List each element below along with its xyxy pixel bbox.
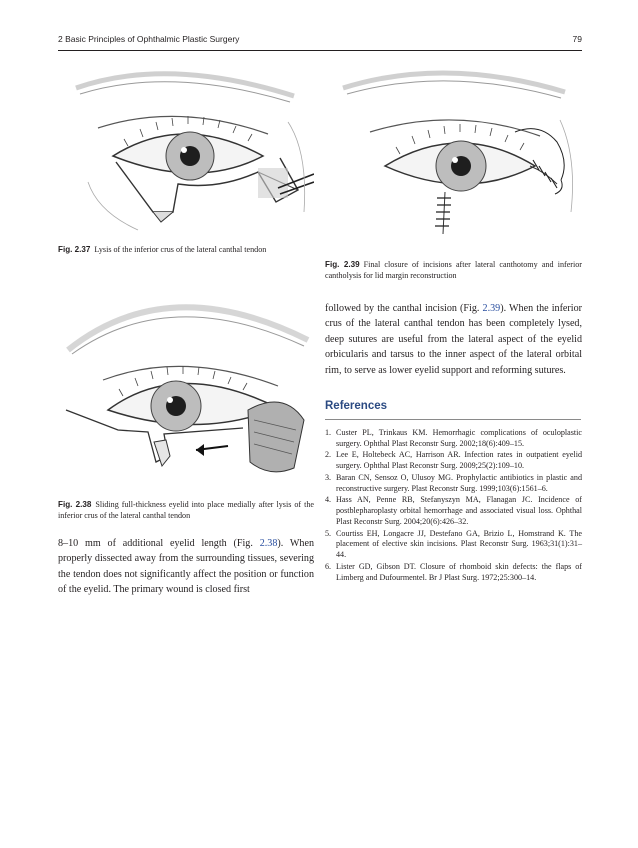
body-text-fragment: ). When properly dissected away from the surrounding tissues, severing the tendon does not significantly affect the position or function of the eyelid. The primary wound is closed first xyxy=(58,538,315,596)
figure-2-39-label: Fig. 2.39 xyxy=(325,260,360,269)
reference-item xyxy=(325,529,582,562)
eye-closure-drawing xyxy=(325,62,582,234)
reference-item xyxy=(325,428,582,450)
figure-2-37-text: Lysis of the inferior crus of the lateral canthal tendon xyxy=(94,245,267,254)
reference-number: 4. xyxy=(325,495,332,505)
references-heading: References xyxy=(325,400,388,412)
chapter-title: 2 Basic Principles of Ophthalmic Plastic Surgery xyxy=(58,34,240,44)
reference-number: 5. xyxy=(325,528,332,538)
body-paragraph-left xyxy=(58,536,314,598)
references-rule xyxy=(325,419,581,420)
reference-text: Hass AN, Penne RB, Stefanyszyn MA, Flanagan JC. Incidence of postblepharoplasty orbital hemorrhage and associated visual loss. Ophthal Plast Reconstr Surg. 2004;20(6):426–32. xyxy=(336,495,582,527)
reference-text: Baran CN, Sensoz O, Ulusoy MG. Prophylactic antibiotics in plastic and reconstructive surgery. Plast Reconstr Surg. 1999;103(6):1561–6. xyxy=(336,472,582,493)
reference-item xyxy=(325,450,582,472)
figure-2-37-caption xyxy=(58,244,314,255)
figure-2-38-label: Fig. 2.38 xyxy=(58,500,92,509)
figure-2-38-caption xyxy=(58,499,314,521)
figure-2-38-text: Sliding full-thickness eyelid into place medially after lysis of the inferior crus of the lateral canthal tendon xyxy=(58,500,315,520)
reference-text: Courtiss EH, Longacre JJ, Destefano GA, Brizio L, Homstrand K. The placement of elective skin incisions. Plast Reconstr Surg. 1963;31(1):31–44. xyxy=(336,528,582,560)
figure-2-39-caption xyxy=(325,259,582,281)
reference-number: 1. xyxy=(325,428,332,437)
reference-item xyxy=(325,473,582,495)
reference-text: Lee E, Holtebeck AC, Harrison AR. Infection rates in outpatient eyelid surgery. Ophthal Plast Reconstr Surg. 2009;25(2):109–10. xyxy=(336,450,582,471)
reference-number: 2. xyxy=(325,450,332,460)
figure-reference-link[interactable]: 2.38 xyxy=(259,538,278,549)
reference-text: Lister GD, Gibson DT. Closure of rhomboid skin defects: the flaps of Limberg and Dufourmentel. Br J Plast Surg. 1972;25:300–14. xyxy=(336,561,582,582)
figure-2-37-label: Fig. 2.37 xyxy=(58,245,91,254)
eye-sliding-lid-drawing xyxy=(58,280,314,490)
figure-2-39-illustration xyxy=(325,62,582,234)
body-paragraph-right xyxy=(325,301,582,378)
reference-number: 3. xyxy=(325,472,332,482)
page-number: 79 xyxy=(572,34,582,44)
figure-reference-link[interactable]: 2.39 xyxy=(482,303,501,314)
header-rule xyxy=(58,50,582,51)
body-text-fragment: 8–10 mm of additional eyelid length (Fig. xyxy=(58,538,260,549)
body-text-fragment: followed by the canthal incision (Fig. xyxy=(325,303,483,314)
figure-2-38-illustration xyxy=(58,280,314,490)
reference-number: 6. xyxy=(325,561,332,571)
reference-text: Custer PL, Trinkaus KM. Hemorrhagic complications of oculoplastic surgery. Ophthal Plast Reconstr Surg. 2002;18(6):409–15. xyxy=(336,428,582,448)
references-list xyxy=(325,428,582,584)
figure-2-37-illustration xyxy=(58,62,314,234)
reference-item xyxy=(325,562,582,584)
reference-item xyxy=(325,495,582,528)
figure-2-39-text: Final closure of incisions after lateral canthotomy and inferior cantholysis for lid margin reconstruction xyxy=(325,260,582,280)
body-text-fragment: ). When the inferior crus of the lateral canthal tendon has been completely lysed, deep sutures are useful from the lateral aspect of the eyelid orbicularis and tarsus to the inner aspect of the lateral orbital rim, to serve as lower eyelid support and reforming sutures. xyxy=(325,303,582,376)
eye-lysis-drawing xyxy=(58,62,314,234)
running-head xyxy=(58,34,582,48)
